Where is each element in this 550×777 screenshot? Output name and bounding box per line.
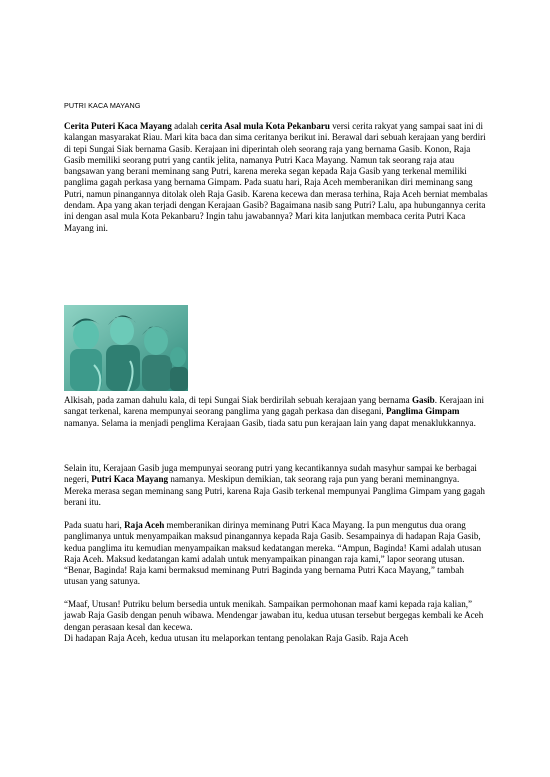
text-run: adalah <box>171 121 201 131</box>
text-run: Di hadapan Raja Aceh, kedua utusan itu melaporkan tentang penolakan Raja Gasib. Raja Aceh <box>64 632 409 643</box>
text-run: Alkisah, pada zaman dahulu kala, di tepi Sungai Siak berdirilah sebuah kerajaan yang bernama <box>64 395 412 405</box>
story-paragraph-2 <box>64 463 488 508</box>
story-paragraph-3 <box>64 520 488 588</box>
story-illustration <box>64 305 188 391</box>
story-paragraph-1 <box>64 395 488 429</box>
bold-phrase: Gasib <box>411 395 435 405</box>
text-run: Pada suatu hari, <box>64 520 125 530</box>
text-run: “Maaf, Utusan! Putriku belum bersedia untuk menikah. Sampaikan permohonan maaf kami kepada raja kalian,” jawab Raja Gasib dengan penuh wibawa. Mendengar jawaban itu, kedua utusan tersebut bergegas kembali ke Aceh dengan perasaan kesal dan kecewa. <box>64 599 484 632</box>
text-run: versi cerita rakyat yang sampai saat ini di kalangan masyarakat Riau. Mari kita baca dan sima ceritanya berikut ini. Berawal dari sebuah kerajaan yang berdiri di tepi Sungai Siak bernama Gasib. Kerajaan ini diperintah oleh seorang raja yang bernama Gasib. Konon, Raja Gasib memiliki seorang putri yang cantik jelita, namanya Putri Kaca Mayang. Namun tak seorang raja atau bangsawan yang berani meminang sang Putri, karena mereka segan kepada Raja Gasib yang terkenal memiliki panglima gagah perkasa yang bernama Gimpam. Pada suatu hari, Raja Aceh memberanikan diri meminang sang Putri, namun pinangannya ditolak oleh Raja Gasib. Karena kecewa dan merasa terhina, Raja Aceh berniat membalas dendam. Apa yang akan terjadi dengan Kerajaan Gasib? Bagaimana nasib sang Putri? Lalu, apa hubungannya cerita ini dengan asal mula Kota Pekanbaru? Ingin tahu jawabannya? Mari kita lanjutkan membaca cerita Putri Kaca Mayang ini. <box>64 121 488 233</box>
bold-phrase: Panglima Gimpam <box>385 406 460 417</box>
text-run: Selain itu, Kerajaan Gasib juga mempunyai seorang putri yang kecantikannya sudah masyhur sampai ke berbagai negeri, <box>64 463 477 485</box>
text-run: memberanikan dirinya meminang Putri Kaca Mayang. Ia pun mengutus dua orang panglimanya untuk menyampaikan maksud pinangannya kepada Raja Gasib. Sesampainya di hadapan Raja Gasib, kedua panglima itu kemudian menyampaikan maksud kedatangan mereka. “Ampun, Baginda! Kami adalah utusan Raja Aceh. Maksud kedatangan kami adalah untuk menyampaikan pinangan raja kami,” lapor seorang utusan. “Benar, Baginda! Raja kami bermaksud meminang Putri Baginda yang bernama Putri Kaca Mayang,” tambah utusan yang satunya. <box>64 520 482 587</box>
bold-phrase: cerita Asal mula Kota Pekanbaru <box>200 121 330 131</box>
text-run: namanya. Selama ia menjadi penglima Kerajaan Gasib, tiada satu pun kerajaan lain yang dapat menaklukkannya. <box>64 417 476 428</box>
text-run: . Kerajaan ini sangat terkenal, karena mempunyai seorang panglima yang gagah perkasa dan disegani, <box>64 395 484 417</box>
text-run: namanya. Meskipun demikian, tak seorang raja pun yang berani meminangnya. Mereka merasa segan meminang sang Putri, karena Raja Gasib terkenal mempunyai Panglima Gimpam yang gagah berani itu. <box>64 474 485 507</box>
bold-phrase: Putri Kaca Mayang <box>91 474 169 485</box>
story-paragraph-4 <box>64 599 488 644</box>
bold-phrase: Raja Aceh <box>124 520 165 530</box>
document-title: PUTRI KACA MAYANG <box>64 101 141 110</box>
bold-phrase: Cerita Puteri Kaca Mayang <box>64 121 172 131</box>
illustration-figures-icon <box>64 305 188 391</box>
intro-paragraph <box>64 121 488 234</box>
